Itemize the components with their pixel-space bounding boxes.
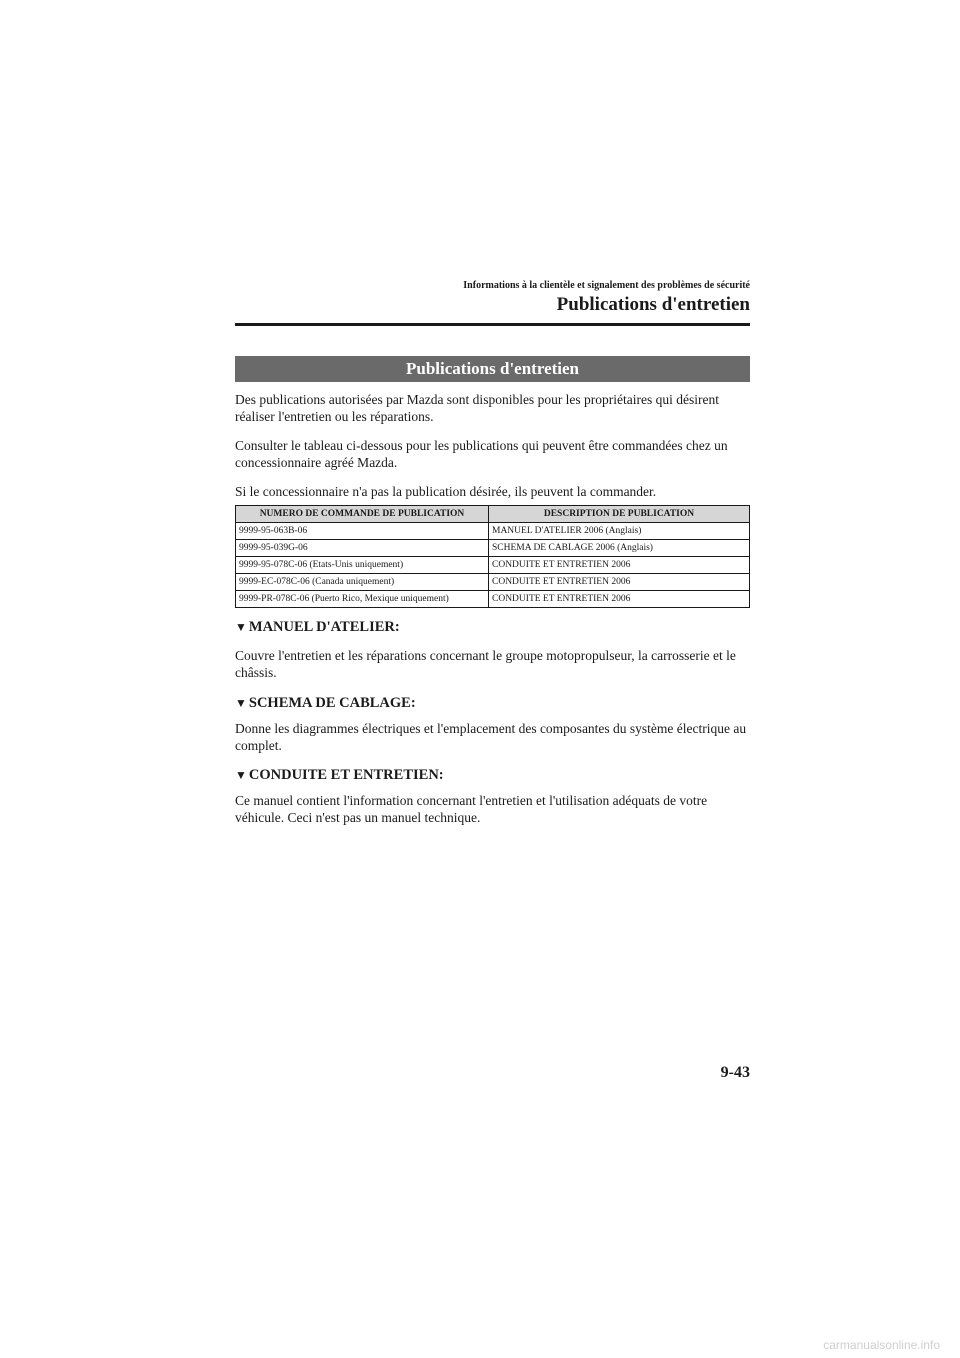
column-header-description: DESCRIPTION DE PUBLICATION [489, 506, 750, 523]
description-cell: CONDUITE ET ENTRETIEN 2006 [489, 557, 750, 574]
watermark: carmanualsonline.info [823, 1338, 940, 1352]
header-subtitle: Informations à la clientèle et signalement des problèmes de sécurité [463, 280, 750, 291]
description-cell: MANUEL D'ATELIER 2006 (Anglais) [489, 523, 750, 540]
triangle-down-icon: ▼ [235, 620, 247, 634]
intro-paragraph-2: Consulter le tableau ci-dessous pour les publications qui peuvent être commandées chez un concessionnaire agréé Mazda. [235, 438, 728, 470]
table-header-row [236, 506, 750, 523]
section-body-conduite-entretien: Ce manuel contient l'information concernant l'entretien et l'utilisation adéquats de votre véhicule. Ceci n'est pas un manuel technique. [235, 793, 708, 825]
header-rule [235, 323, 750, 326]
table-row [236, 523, 750, 540]
section-body-schema-cablage: Donne les diagrammes électriques et l'emplacement des composantes du système électrique au complet. [235, 721, 747, 753]
intro-paragraph-3: Si le concessionnaire n'a pas la publication désirée, ils peuvent la commander. [235, 484, 657, 499]
section-heading-conduite-entretien [235, 767, 750, 784]
description-cell: CONDUITE ET ENTRETIEN 2006 [489, 574, 750, 591]
triangle-down-icon: ▼ [235, 768, 247, 782]
section-heading-text: SCHEMA DE CABLAGE: [248, 695, 416, 711]
order-number-cell: 9999-EC-078C-06 (Canada uniquement) [236, 574, 489, 591]
description-cell: SCHEMA DE CABLAGE 2006 (Anglais) [489, 540, 750, 557]
section-heading-schema-cablage [235, 695, 750, 712]
column-header-order-number: NUMERO DE COMMANDE DE PUBLICATION [236, 506, 489, 523]
section-heading-text: CONDUITE ET ENTRETIEN: [248, 767, 444, 783]
triangle-down-icon: ▼ [235, 696, 247, 710]
order-number-cell: 9999-PR-078C-06 (Puerto Rico, Mexique uniquement) [236, 591, 489, 608]
page-number: 9-43 [720, 1064, 750, 1081]
header-title: Publications d'entretien [556, 294, 750, 315]
intro-paragraph-1: Des publications autorisées par Mazda sont disponibles pour les propriétaires qui désirent réaliser l'entretien ou les réparations. [235, 392, 720, 424]
table-row [236, 540, 750, 557]
table-row [236, 557, 750, 574]
section-heading-manuel-atelier [235, 619, 750, 636]
section-banner: Publications d'entretien [235, 356, 750, 382]
section-body-manuel-atelier: Couvre l'entretien et les réparations concernant le groupe motopropulseur, la carrosserie et le châssis. [235, 648, 736, 680]
order-number-cell: 9999-95-063B-06 [236, 523, 489, 540]
publications-table [235, 505, 750, 608]
table-row [236, 591, 750, 608]
description-cell: CONDUITE ET ENTRETIEN 2006 [489, 591, 750, 608]
order-number-cell: 9999-95-039G-06 [236, 540, 489, 557]
section-heading-text: MANUEL D'ATELIER: [248, 619, 400, 635]
order-number-cell: 9999-95-078C-06 (Etats-Unis uniquement) [236, 557, 489, 574]
table-row [236, 574, 750, 591]
